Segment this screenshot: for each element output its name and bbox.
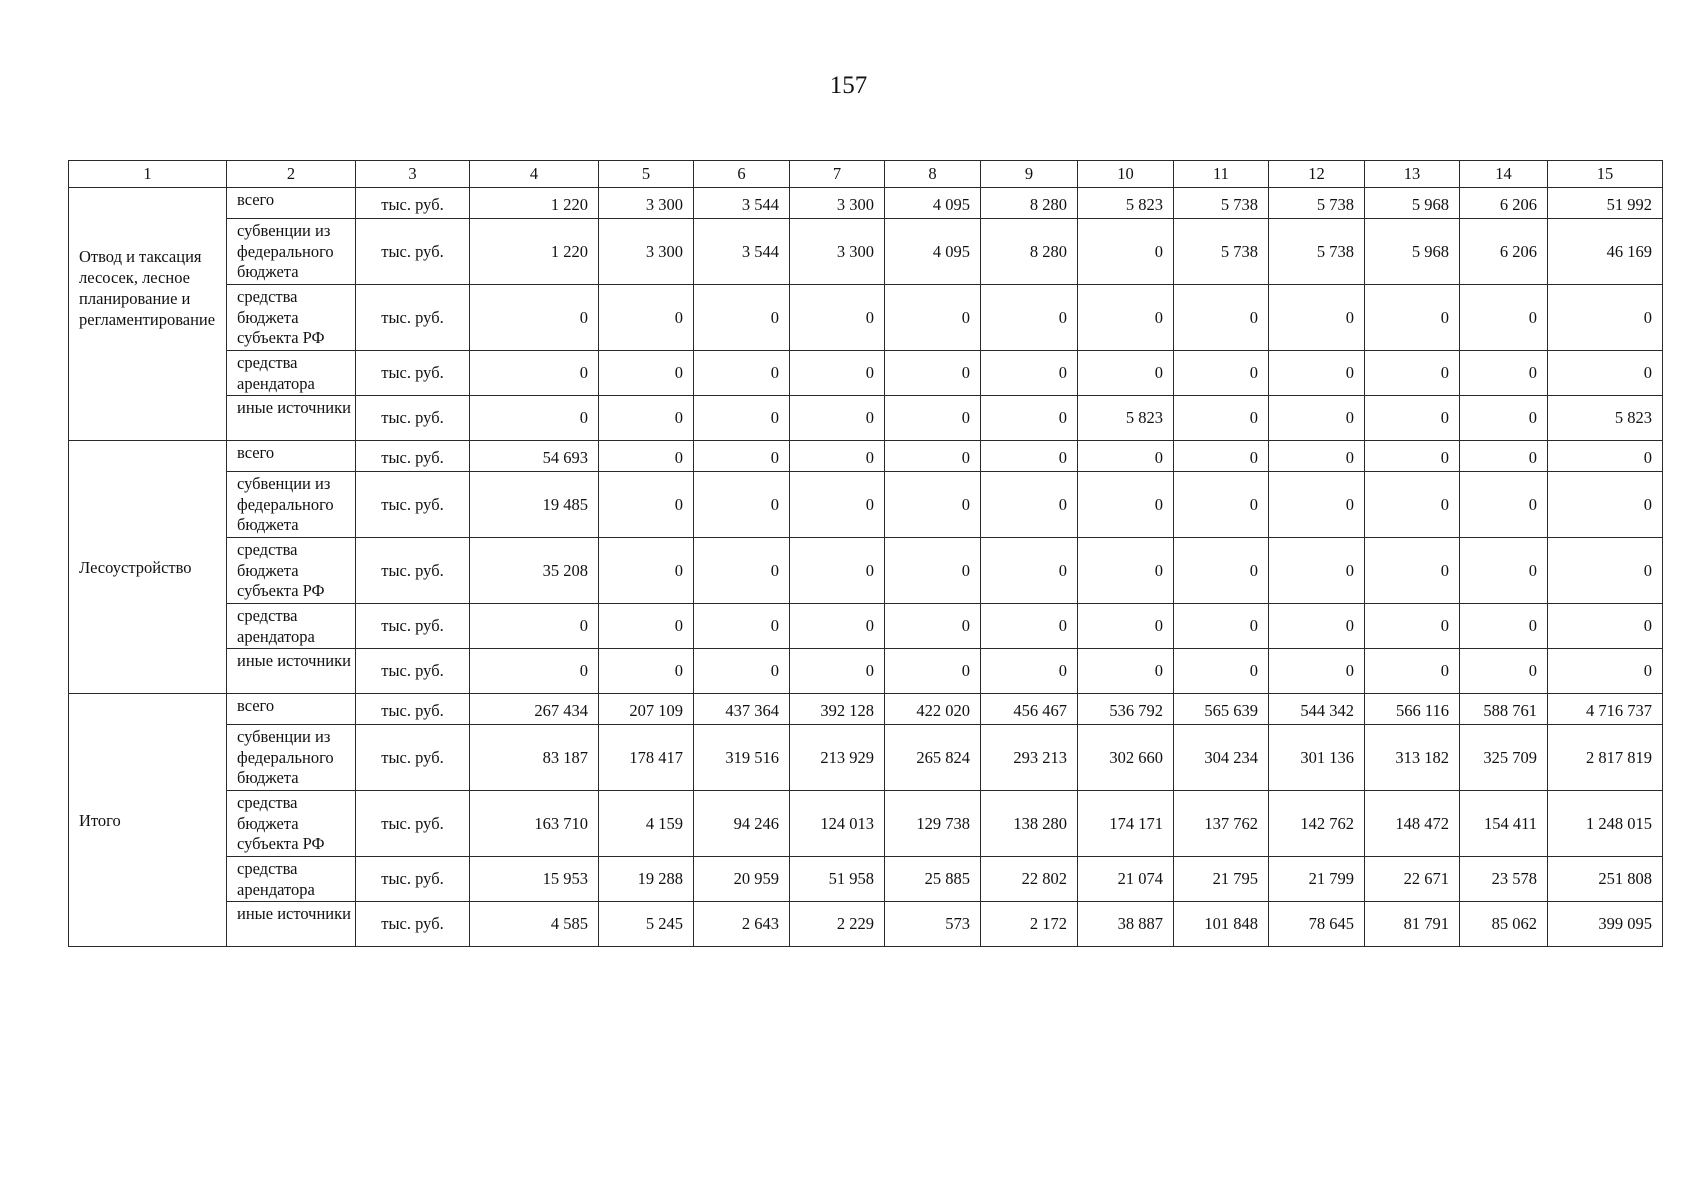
value-cell: 19 288 — [599, 857, 694, 902]
value-cell: 6 206 — [1460, 219, 1548, 285]
value-cell: 0 — [790, 649, 885, 694]
value-cell: 0 — [981, 285, 1078, 351]
value-cell: 0 — [599, 285, 694, 351]
value-cell: 148 472 — [1365, 791, 1460, 857]
value-cell: 19 485 — [470, 472, 599, 538]
value-cell: 174 171 — [1078, 791, 1174, 857]
value-cell: 0 — [599, 604, 694, 649]
value-cell: 0 — [1269, 649, 1365, 694]
value-cell: 81 791 — [1365, 902, 1460, 947]
value-cell: 0 — [885, 604, 981, 649]
value-cell: 0 — [1548, 604, 1663, 649]
value-cell: 124 013 — [790, 791, 885, 857]
activity-name-cell: Отвод и таксация лесосек, лесное планирование и регламентирование — [69, 188, 227, 441]
value-cell: 0 — [1078, 219, 1174, 285]
value-cell: 54 693 — [470, 441, 599, 472]
value-cell: 5 738 — [1174, 219, 1269, 285]
value-cell: 2 817 819 — [1548, 725, 1663, 791]
value-cell: 5 245 — [599, 902, 694, 947]
value-cell: 22 671 — [1365, 857, 1460, 902]
activity-name-cell: Итого — [69, 694, 227, 947]
value-cell: 588 761 — [1460, 694, 1548, 725]
value-cell: 313 182 — [1365, 725, 1460, 791]
page-number: 157 — [829, 72, 868, 99]
unit-cell: тыс. руб. — [356, 902, 470, 947]
value-cell: 137 762 — [1174, 791, 1269, 857]
column-number-header: 2 — [227, 161, 356, 188]
value-cell: 3 300 — [790, 219, 885, 285]
value-cell: 1 248 015 — [1548, 791, 1663, 857]
unit-cell: тыс. руб. — [356, 857, 470, 902]
value-cell: 163 710 — [470, 791, 599, 857]
value-cell: 0 — [1269, 441, 1365, 472]
value-cell: 304 234 — [1174, 725, 1269, 791]
funding-source-cell: всего — [227, 694, 356, 725]
value-cell: 8 280 — [981, 188, 1078, 219]
value-cell: 1 220 — [470, 219, 599, 285]
value-cell: 0 — [1460, 604, 1548, 649]
value-cell: 0 — [885, 538, 981, 604]
value-cell: 35 208 — [470, 538, 599, 604]
value-cell: 21 795 — [1174, 857, 1269, 902]
table-row — [69, 441, 1663, 472]
funding-source-cell: всего — [227, 188, 356, 219]
value-cell: 3 300 — [599, 219, 694, 285]
value-cell: 46 169 — [1548, 219, 1663, 285]
value-cell: 0 — [790, 538, 885, 604]
value-cell: 0 — [790, 351, 885, 396]
table-row — [69, 857, 1663, 902]
value-cell: 5 968 — [1365, 188, 1460, 219]
value-cell: 0 — [1078, 604, 1174, 649]
value-cell: 0 — [1365, 351, 1460, 396]
value-cell: 6 206 — [1460, 188, 1548, 219]
value-cell: 0 — [885, 472, 981, 538]
funding-source-cell: всего — [227, 441, 356, 472]
value-cell: 0 — [694, 472, 790, 538]
value-cell: 101 848 — [1174, 902, 1269, 947]
value-cell: 0 — [1174, 604, 1269, 649]
value-cell: 0 — [694, 604, 790, 649]
value-cell: 0 — [981, 649, 1078, 694]
value-cell: 0 — [1460, 351, 1548, 396]
value-cell: 78 645 — [1269, 902, 1365, 947]
value-cell: 0 — [1174, 396, 1269, 441]
value-cell: 0 — [1365, 538, 1460, 604]
value-cell: 302 660 — [1078, 725, 1174, 791]
table-row — [69, 694, 1663, 725]
value-cell: 0 — [1365, 285, 1460, 351]
value-cell: 0 — [694, 396, 790, 441]
value-cell: 0 — [1365, 472, 1460, 538]
funding-source-cell: средства арендатора — [227, 351, 356, 396]
value-cell: 0 — [790, 472, 885, 538]
value-cell: 0 — [599, 396, 694, 441]
value-cell: 5 968 — [1365, 219, 1460, 285]
activity-name-cell: Лесоустройство — [69, 441, 227, 694]
value-cell: 0 — [885, 285, 981, 351]
value-cell: 0 — [470, 604, 599, 649]
unit-cell: тыс. руб. — [356, 441, 470, 472]
value-cell: 4 716 737 — [1548, 694, 1663, 725]
unit-cell: тыс. руб. — [356, 791, 470, 857]
funding-source-cell: субвенции из федерального бюджета — [227, 472, 356, 538]
value-cell: 0 — [599, 472, 694, 538]
value-cell: 0 — [694, 351, 790, 396]
funding-source-cell: субвенции из федерального бюджета — [227, 725, 356, 791]
value-cell: 138 280 — [981, 791, 1078, 857]
value-cell: 392 128 — [790, 694, 885, 725]
value-cell: 0 — [599, 538, 694, 604]
unit-cell: тыс. руб. — [356, 649, 470, 694]
funding-source-cell: средства бюджета субъекта РФ — [227, 791, 356, 857]
unit-cell: тыс. руб. — [356, 351, 470, 396]
value-cell: 0 — [981, 351, 1078, 396]
value-cell: 15 953 — [470, 857, 599, 902]
value-cell: 85 062 — [1460, 902, 1548, 947]
unit-cell: тыс. руб. — [356, 285, 470, 351]
column-number-header: 11 — [1174, 161, 1269, 188]
value-cell: 0 — [694, 441, 790, 472]
value-cell: 4 585 — [470, 902, 599, 947]
budget-table — [68, 160, 1663, 947]
unit-cell: тыс. руб. — [356, 188, 470, 219]
value-cell: 0 — [1174, 351, 1269, 396]
value-cell: 1 220 — [470, 188, 599, 219]
unit-cell: тыс. руб. — [356, 472, 470, 538]
value-cell: 0 — [885, 396, 981, 441]
value-cell: 0 — [599, 441, 694, 472]
funding-source-cell: средства бюджета субъекта РФ — [227, 285, 356, 351]
value-cell: 0 — [981, 472, 1078, 538]
funding-source-cell: средства бюджета субъекта РФ — [227, 538, 356, 604]
value-cell: 0 — [1460, 472, 1548, 538]
value-cell: 0 — [1078, 441, 1174, 472]
value-cell: 5 823 — [1548, 396, 1663, 441]
value-cell: 566 116 — [1365, 694, 1460, 725]
column-number-header: 13 — [1365, 161, 1460, 188]
value-cell: 22 802 — [981, 857, 1078, 902]
value-cell: 0 — [470, 351, 599, 396]
value-cell: 0 — [790, 441, 885, 472]
table-row — [69, 725, 1663, 791]
column-number-header: 14 — [1460, 161, 1548, 188]
value-cell: 2 172 — [981, 902, 1078, 947]
value-cell: 0 — [790, 604, 885, 649]
funding-source-cell: субвенции из федерального бюджета — [227, 219, 356, 285]
funding-source-cell: иные источники — [227, 396, 356, 441]
value-cell: 0 — [1174, 649, 1269, 694]
value-cell: 5 738 — [1174, 188, 1269, 219]
value-cell: 2 643 — [694, 902, 790, 947]
value-cell: 0 — [1365, 396, 1460, 441]
value-cell: 25 885 — [885, 857, 981, 902]
value-cell: 0 — [790, 396, 885, 441]
value-cell: 265 824 — [885, 725, 981, 791]
value-cell: 251 808 — [1548, 857, 1663, 902]
column-number-header: 1 — [69, 161, 227, 188]
value-cell: 0 — [1460, 649, 1548, 694]
value-cell: 0 — [694, 649, 790, 694]
value-cell: 4 095 — [885, 219, 981, 285]
table-row — [69, 396, 1663, 441]
value-cell: 573 — [885, 902, 981, 947]
column-number-header: 8 — [885, 161, 981, 188]
column-number-header: 4 — [470, 161, 599, 188]
value-cell: 8 280 — [981, 219, 1078, 285]
value-cell: 94 246 — [694, 791, 790, 857]
value-cell: 0 — [1460, 396, 1548, 441]
value-cell: 0 — [1460, 441, 1548, 472]
value-cell: 0 — [1078, 538, 1174, 604]
value-cell: 0 — [1078, 649, 1174, 694]
value-cell: 325 709 — [1460, 725, 1548, 791]
value-cell: 399 095 — [1548, 902, 1663, 947]
value-cell: 0 — [1269, 604, 1365, 649]
value-cell: 0 — [1460, 538, 1548, 604]
table-row — [69, 604, 1663, 649]
value-cell: 5 823 — [1078, 396, 1174, 441]
table-row — [69, 649, 1663, 694]
value-cell: 0 — [1174, 472, 1269, 538]
value-cell: 0 — [981, 604, 1078, 649]
column-number-header: 15 — [1548, 161, 1663, 188]
funding-source-cell: средства арендатора — [227, 857, 356, 902]
value-cell: 267 434 — [470, 694, 599, 725]
table-row — [69, 351, 1663, 396]
value-cell: 0 — [1365, 441, 1460, 472]
value-cell: 207 109 — [599, 694, 694, 725]
value-cell: 0 — [885, 441, 981, 472]
value-cell: 129 738 — [885, 791, 981, 857]
funding-source-cell: средства арендатора — [227, 604, 356, 649]
value-cell: 3 300 — [599, 188, 694, 219]
value-cell: 0 — [1078, 351, 1174, 396]
value-cell: 4 095 — [885, 188, 981, 219]
value-cell: 437 364 — [694, 694, 790, 725]
value-cell: 0 — [599, 649, 694, 694]
table-row — [69, 285, 1663, 351]
value-cell: 0 — [1548, 538, 1663, 604]
value-cell: 178 417 — [599, 725, 694, 791]
value-cell: 20 959 — [694, 857, 790, 902]
unit-cell: тыс. руб. — [356, 694, 470, 725]
unit-cell: тыс. руб. — [356, 396, 470, 441]
value-cell: 0 — [470, 649, 599, 694]
value-cell: 0 — [1548, 441, 1663, 472]
column-number-header: 9 — [981, 161, 1078, 188]
value-cell: 38 887 — [1078, 902, 1174, 947]
value-cell: 3 544 — [694, 188, 790, 219]
value-cell: 0 — [1269, 285, 1365, 351]
value-cell: 0 — [790, 285, 885, 351]
value-cell: 5 823 — [1078, 188, 1174, 219]
value-cell: 21 799 — [1269, 857, 1365, 902]
unit-cell: тыс. руб. — [356, 219, 470, 285]
value-cell: 0 — [981, 538, 1078, 604]
column-number-header: 3 — [356, 161, 470, 188]
table-row — [69, 902, 1663, 947]
value-cell: 0 — [885, 649, 981, 694]
value-cell: 0 — [1269, 538, 1365, 604]
unit-cell: тыс. руб. — [356, 725, 470, 791]
value-cell: 0 — [1548, 472, 1663, 538]
value-cell: 0 — [1548, 285, 1663, 351]
value-cell: 0 — [1174, 538, 1269, 604]
table-row — [69, 791, 1663, 857]
value-cell: 51 958 — [790, 857, 885, 902]
value-cell: 83 187 — [470, 725, 599, 791]
unit-cell: тыс. руб. — [356, 538, 470, 604]
value-cell: 293 213 — [981, 725, 1078, 791]
value-cell: 319 516 — [694, 725, 790, 791]
value-cell: 0 — [694, 538, 790, 604]
value-cell: 0 — [1548, 649, 1663, 694]
value-cell: 154 411 — [1460, 791, 1548, 857]
value-cell: 0 — [1269, 396, 1365, 441]
value-cell: 2 229 — [790, 902, 885, 947]
value-cell: 0 — [1078, 285, 1174, 351]
value-cell: 0 — [470, 285, 599, 351]
value-cell: 0 — [1078, 472, 1174, 538]
value-cell: 0 — [1365, 604, 1460, 649]
value-cell: 536 792 — [1078, 694, 1174, 725]
table-row — [69, 219, 1663, 285]
value-cell: 0 — [1548, 351, 1663, 396]
value-cell: 5 738 — [1269, 188, 1365, 219]
value-cell: 0 — [470, 396, 599, 441]
value-cell: 23 578 — [1460, 857, 1548, 902]
value-cell: 5 738 — [1269, 219, 1365, 285]
table-row — [69, 188, 1663, 219]
value-cell: 3 544 — [694, 219, 790, 285]
value-cell: 142 762 — [1269, 791, 1365, 857]
value-cell: 0 — [981, 441, 1078, 472]
value-cell: 301 136 — [1269, 725, 1365, 791]
value-cell: 0 — [1365, 649, 1460, 694]
column-number-header: 10 — [1078, 161, 1174, 188]
value-cell: 21 074 — [1078, 857, 1174, 902]
value-cell: 0 — [1174, 441, 1269, 472]
value-cell: 422 020 — [885, 694, 981, 725]
column-number-header: 6 — [694, 161, 790, 188]
value-cell: 565 639 — [1174, 694, 1269, 725]
value-cell: 0 — [694, 285, 790, 351]
column-number-header: 7 — [790, 161, 885, 188]
value-cell: 544 342 — [1269, 694, 1365, 725]
value-cell: 0 — [1174, 285, 1269, 351]
value-cell: 0 — [981, 396, 1078, 441]
value-cell: 4 159 — [599, 791, 694, 857]
funding-source-cell: иные источники — [227, 902, 356, 947]
table-row — [69, 538, 1663, 604]
value-cell: 0 — [1269, 472, 1365, 538]
value-cell: 213 929 — [790, 725, 885, 791]
value-cell: 51 992 — [1548, 188, 1663, 219]
value-cell: 0 — [1269, 351, 1365, 396]
value-cell: 456 467 — [981, 694, 1078, 725]
column-number-header: 12 — [1269, 161, 1365, 188]
value-cell: 3 300 — [790, 188, 885, 219]
header-row — [69, 161, 1663, 188]
column-number-header: 5 — [599, 161, 694, 188]
funding-source-cell: иные источники — [227, 649, 356, 694]
value-cell: 0 — [1460, 285, 1548, 351]
value-cell: 0 — [599, 351, 694, 396]
value-cell: 0 — [885, 351, 981, 396]
unit-cell: тыс. руб. — [356, 604, 470, 649]
table-row — [69, 472, 1663, 538]
